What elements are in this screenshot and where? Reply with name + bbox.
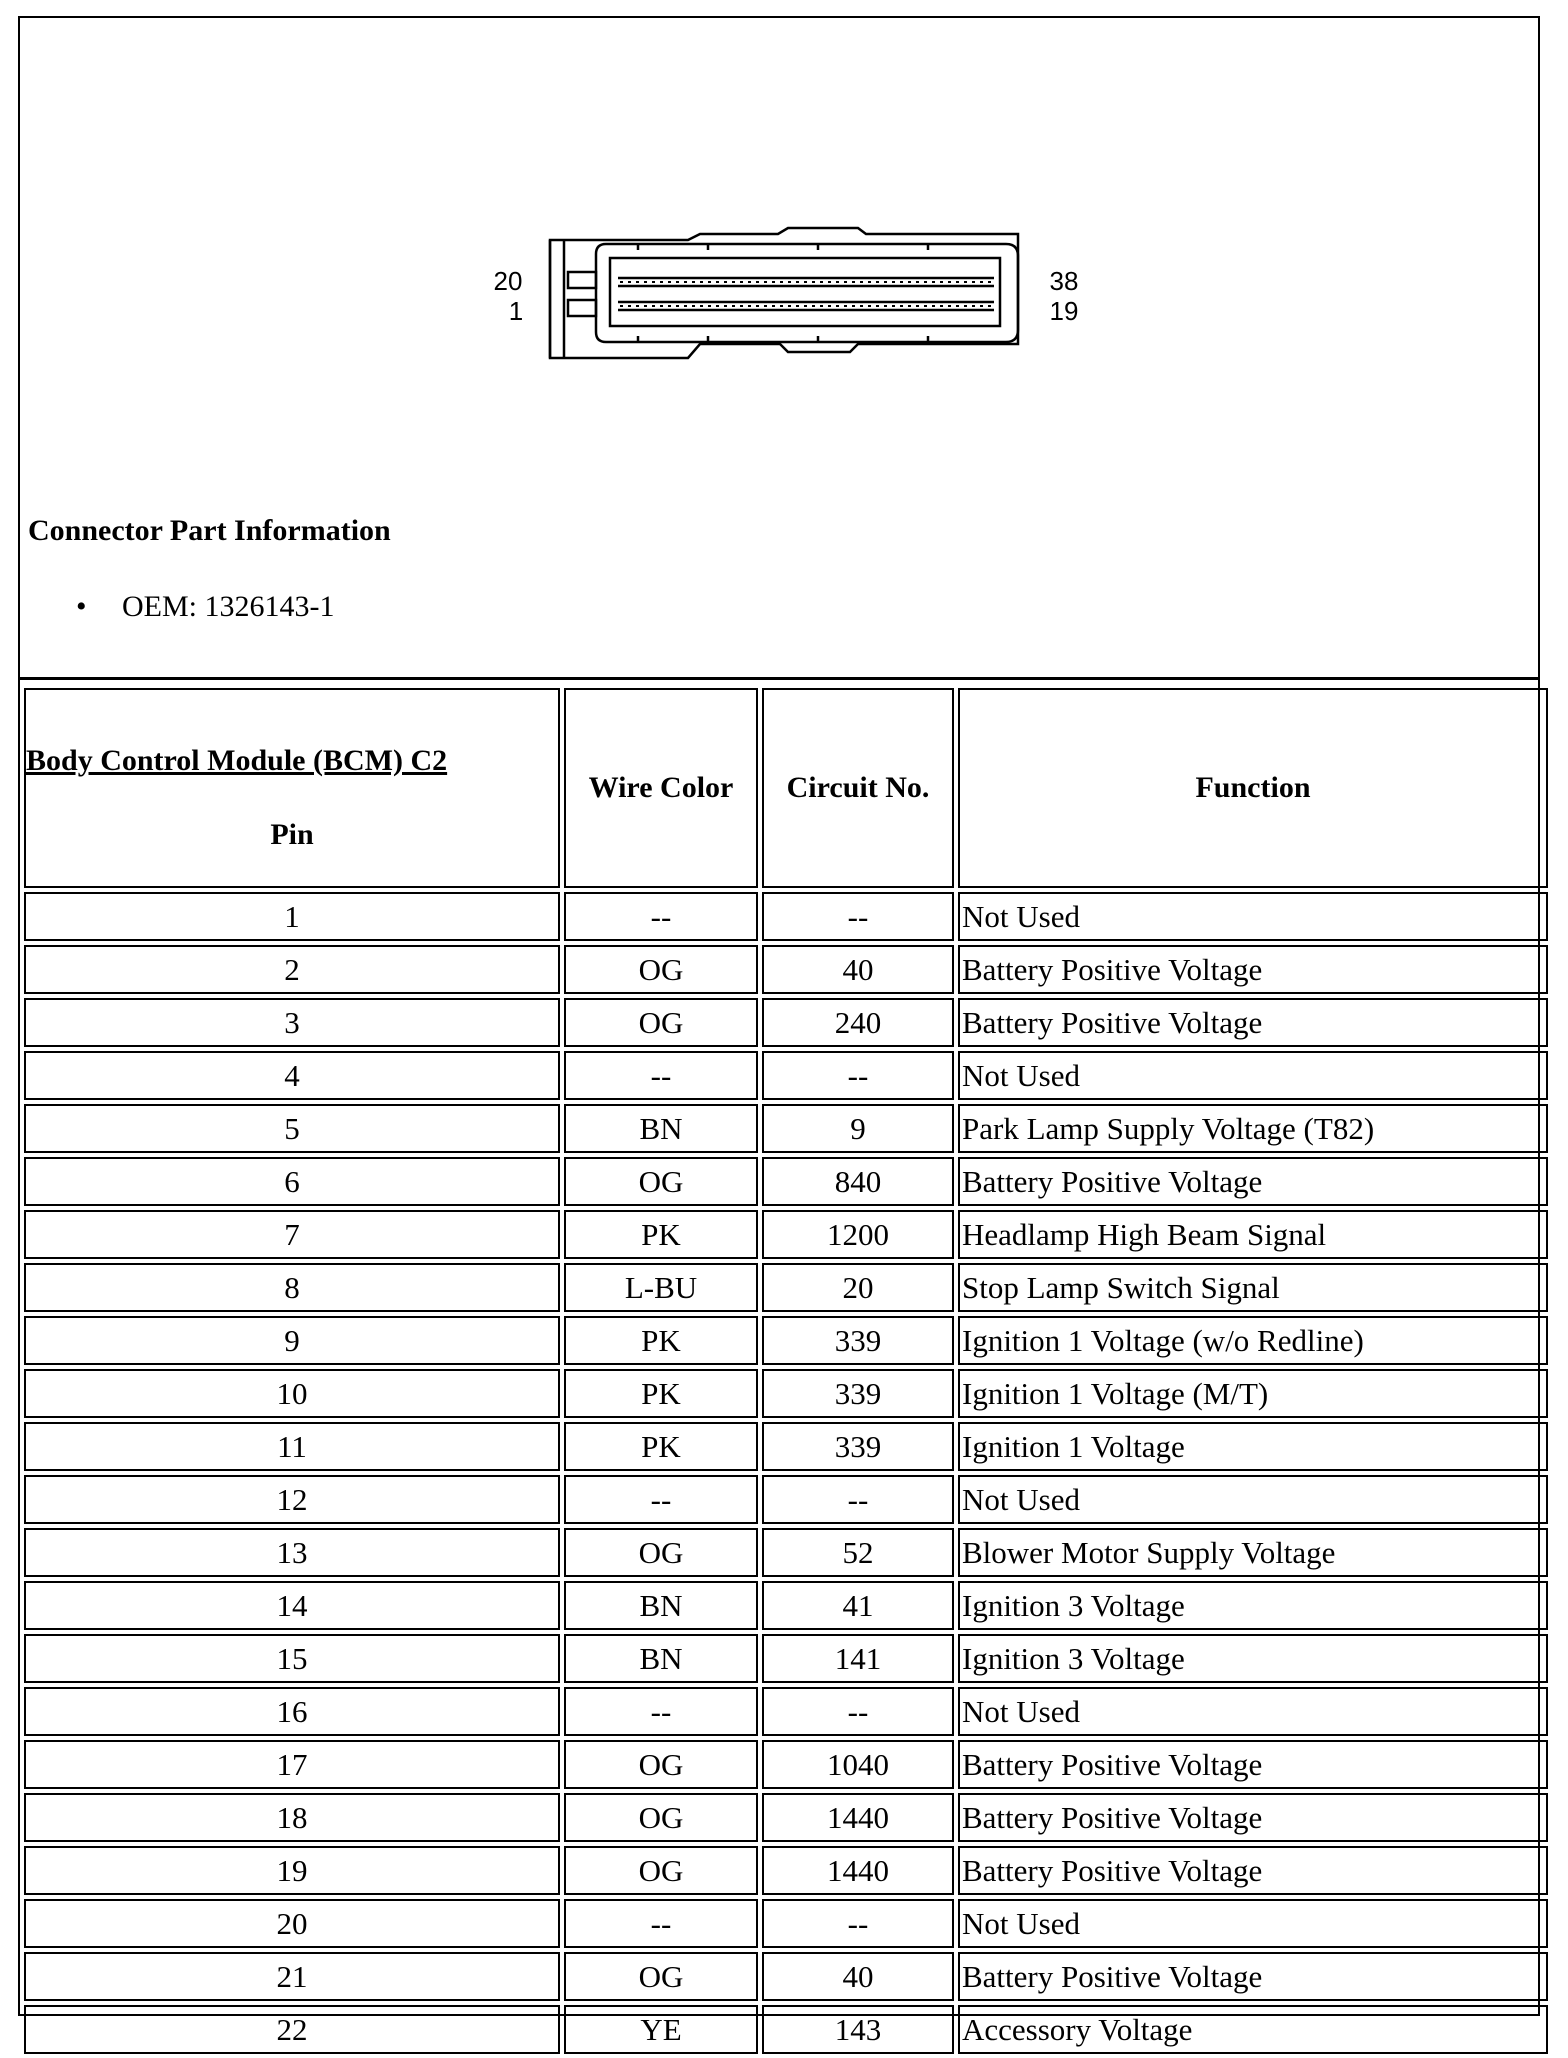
cell-circuit: 20 [762,1263,954,1312]
cell-pin: 11 [24,1422,560,1471]
cell-wire-color: PK [564,1316,758,1365]
cell-pin: 19 [24,1846,560,1895]
cell-function: Battery Positive Voltage [958,998,1548,1047]
cell-function: Blower Motor Supply Voltage [958,1528,1548,1577]
cell-function: Not Used [958,1687,1548,1736]
cell-function: Park Lamp Supply Voltage (T82) [958,1104,1548,1153]
cell-pin: 18 [24,1793,560,1842]
cell-wire-color: BN [564,1581,758,1630]
cell-pin: 6 [24,1157,560,1206]
table-row [24,1899,1548,1948]
cell-function: Stop Lamp Switch Signal [958,1263,1548,1312]
cell-function: Ignition 3 Voltage [958,1581,1548,1630]
cell-function: Ignition 1 Voltage (M/T) [958,1369,1548,1418]
cell-pin: 10 [24,1369,560,1418]
cell-circuit: -- [762,1899,954,1948]
cell-pin: 7 [24,1210,560,1259]
cell-function: Not Used [958,892,1548,941]
cell-function: Battery Positive Voltage [958,1157,1548,1206]
cell-pin: 3 [24,998,560,1047]
cell-pin: 2 [24,945,560,994]
cell-pin: 13 [24,1528,560,1577]
table-row [24,1475,1548,1524]
cell-function: Ignition 1 Voltage (w/o Redline) [958,1316,1548,1365]
cell-circuit: 52 [762,1528,954,1577]
cell-circuit: 1440 [762,1846,954,1895]
cell-function: Battery Positive Voltage [958,1793,1548,1842]
cell-wire-color: PK [564,1422,758,1471]
cell-pin: 5 [24,1104,560,1153]
pin-label-19: 19 [1049,296,1079,326]
cell-wire-color: OG [564,1846,758,1895]
cell-pin: 9 [24,1316,560,1365]
table-row [24,1157,1548,1206]
header-pin [24,688,560,888]
table-row [24,2005,1548,2054]
cell-function: Not Used [958,1051,1548,1100]
table-row [24,1316,1548,1365]
table-row [24,945,1548,994]
cell-wire-color: OG [564,1793,758,1842]
table-header-row [24,688,1548,888]
cell-wire-color: OG [564,998,758,1047]
cell-circuit: 1040 [762,1740,954,1789]
table-row [24,1422,1548,1471]
cell-wire-color: OG [564,1740,758,1789]
cell-wire-color: PK [564,1210,758,1259]
cell-circuit: -- [762,892,954,941]
cell-wire-color: YE [564,2005,758,2054]
connector-info-box [20,18,1538,680]
cell-pin: 22 [24,2005,560,2054]
cell-circuit: -- [762,1051,954,1100]
cell-wire-color: -- [564,1051,758,1100]
table-row [24,1528,1548,1577]
cell-circuit: 339 [762,1316,954,1365]
cell-circuit: 339 [762,1422,954,1471]
header-wire-color: Wire Color [564,688,758,888]
table-row [24,1687,1548,1736]
cell-wire-color: OG [564,1952,758,2001]
cell-circuit: 40 [762,945,954,994]
cell-circuit: 240 [762,998,954,1047]
cell-circuit: 40 [762,1952,954,2001]
cell-wire-color: PK [564,1369,758,1418]
cell-circuit: 41 [762,1581,954,1630]
table-row [24,892,1548,941]
table-row [24,998,1548,1047]
cell-wire-color: BN [564,1634,758,1683]
cell-circuit: -- [762,1687,954,1736]
cell-pin: 15 [24,1634,560,1683]
table-row [24,1634,1548,1683]
cell-pin: 4 [24,1051,560,1100]
pinout-table [20,684,1552,2058]
cell-wire-color: -- [564,892,758,941]
cell-pin: 17 [24,1740,560,1789]
cell-function: Headlamp High Beam Signal [958,1210,1548,1259]
header-pin-title: Body Control Module (BCM) C2 [26,744,448,777]
cell-wire-color: OG [564,945,758,994]
pin-label-20: 20 [493,266,523,296]
connector-diagram [488,214,1108,384]
header-pin-sub: Pin [270,818,314,851]
cell-pin: 20 [24,1899,560,1948]
cell-function: Battery Positive Voltage [958,1846,1548,1895]
table-row [24,1369,1548,1418]
table-row [24,1263,1548,1312]
cell-function: Accessory Voltage [958,2005,1548,2054]
cell-wire-color: -- [564,1899,758,1948]
cell-circuit: -- [762,1475,954,1524]
table-row [24,1051,1548,1100]
table-row [24,1846,1548,1895]
table-row [24,1740,1548,1789]
cell-function: Ignition 1 Voltage [958,1422,1548,1471]
cell-circuit: 1440 [762,1793,954,1842]
cell-wire-color: BN [564,1104,758,1153]
cell-circuit: 339 [762,1369,954,1418]
cell-circuit: 143 [762,2005,954,2054]
connector-part-info-title: Connector Part Information [28,514,391,547]
cell-pin: 21 [24,1952,560,2001]
table-row [24,1581,1548,1630]
header-circuit: Circuit No. [762,688,954,888]
cell-pin: 16 [24,1687,560,1736]
table-row [24,1793,1548,1842]
cell-pin: 12 [24,1475,560,1524]
cell-circuit: 1200 [762,1210,954,1259]
cell-wire-color: OG [564,1157,758,1206]
cell-function: Not Used [958,1899,1548,1948]
page-frame [18,16,1540,2047]
table-row [24,1104,1548,1153]
cell-pin: 8 [24,1263,560,1312]
header-function: Function [958,688,1548,888]
pin-label-1: 1 [508,296,524,326]
cell-pin: 14 [24,1581,560,1630]
cell-wire-color: -- [564,1475,758,1524]
table-row [24,1210,1548,1259]
cell-function: Battery Positive Voltage [958,1740,1548,1789]
cell-wire-color: OG [564,1528,758,1577]
cell-wire-color: L-BU [564,1263,758,1312]
cell-function: Not Used [958,1475,1548,1524]
cell-circuit: 141 [762,1634,954,1683]
bullet-icon: • [76,590,87,623]
part-info-item [76,590,335,624]
cell-wire-color: -- [564,1687,758,1736]
cell-function: Battery Positive Voltage [958,1952,1548,2001]
oem-number: OEM: 1326143-1 [122,590,335,623]
cell-circuit: 9 [762,1104,954,1153]
table-row [24,1952,1548,2001]
cell-pin: 1 [24,892,560,941]
cell-function: Battery Positive Voltage [958,945,1548,994]
pin-label-38: 38 [1049,266,1079,296]
cell-function: Ignition 3 Voltage [958,1634,1548,1683]
part-info-list [76,590,335,624]
cell-circuit: 840 [762,1157,954,1206]
